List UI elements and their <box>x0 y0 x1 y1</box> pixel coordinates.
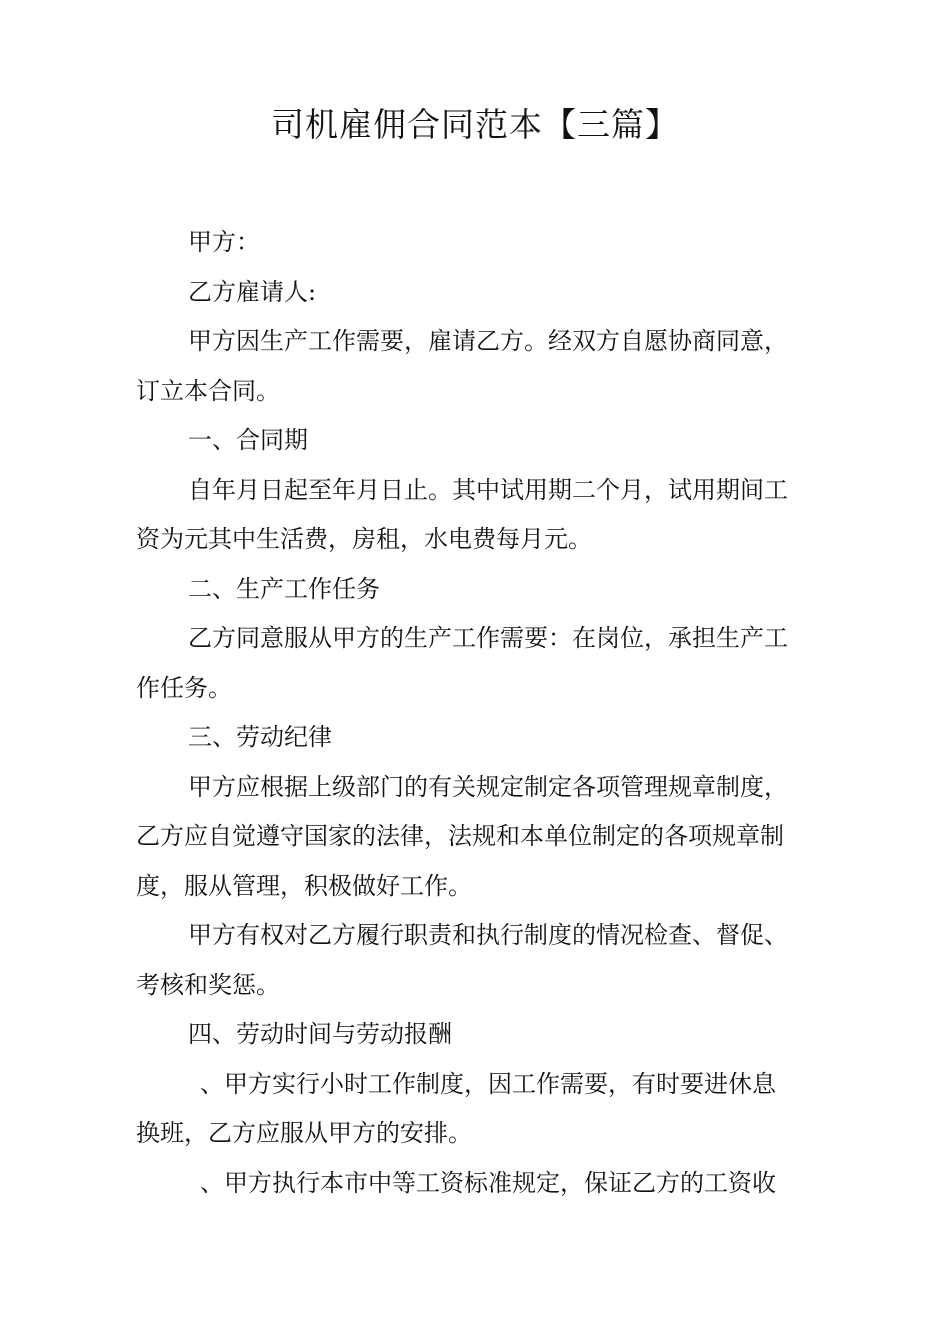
section-3-para-1-line-1: 甲方应根据上级部门的有关规定制定各项管理规章制度， <box>188 772 788 801</box>
section-4-heading: 四、劳动时间与劳动报酬 <box>188 1020 452 1048</box>
section-3-para-2-line-1: 甲方有权对乙方履行职责和执行制度的情况检查、督促、 <box>188 921 788 949</box>
section-3-para-1-line-2: 乙方应自觉遵守国家的法律，法规和本单位制定的各项规章制 <box>136 822 784 850</box>
section-3-para-1-line-3: 度，服从管理，积极做好工作。 <box>136 871 472 900</box>
section-1-heading: 一、合同期 <box>188 426 308 454</box>
section-2-line-2: 作任务。 <box>136 673 232 702</box>
section-3-para-2-line-2: 考核和奖惩。 <box>136 970 280 999</box>
section-2-line-1: 乙方同意服从甲方的生产工作需要：在岗位，承担生产工 <box>188 624 788 652</box>
document-title: 司机雇佣合同范本【三篇】 <box>271 105 679 144</box>
intro-line-1: 甲方因生产工作需要，雇请乙方。经双方自愿协商同意， <box>188 327 788 355</box>
section-4-item-1-line-1: 、甲方实行小时工作制度，因工作需要，有时要进休息 <box>200 1069 776 1098</box>
section-2-heading: 二、生产工作任务 <box>188 574 380 603</box>
section-1-line-2: 资为元其中生活费，房租，水电费每月元。 <box>136 525 592 553</box>
party-b-line: 乙方雇请人: <box>188 277 317 306</box>
document-body <box>136 218 828 1208</box>
section-3-heading: 三、劳动纪律 <box>188 723 332 751</box>
section-1-line-1: 自年月日起至年月日止。其中试用期二个月，试用期间工 <box>188 475 788 504</box>
intro-line-2: 订立本合同。 <box>136 376 280 405</box>
section-4-item-1-line-2: 换班，乙方应服从甲方的安排。 <box>136 1119 472 1147</box>
section-4-item-2-line-1: 、甲方执行本市中等工资标准规定，保证乙方的工资收 <box>200 1168 776 1197</box>
party-a-line: 甲方： <box>188 228 260 256</box>
